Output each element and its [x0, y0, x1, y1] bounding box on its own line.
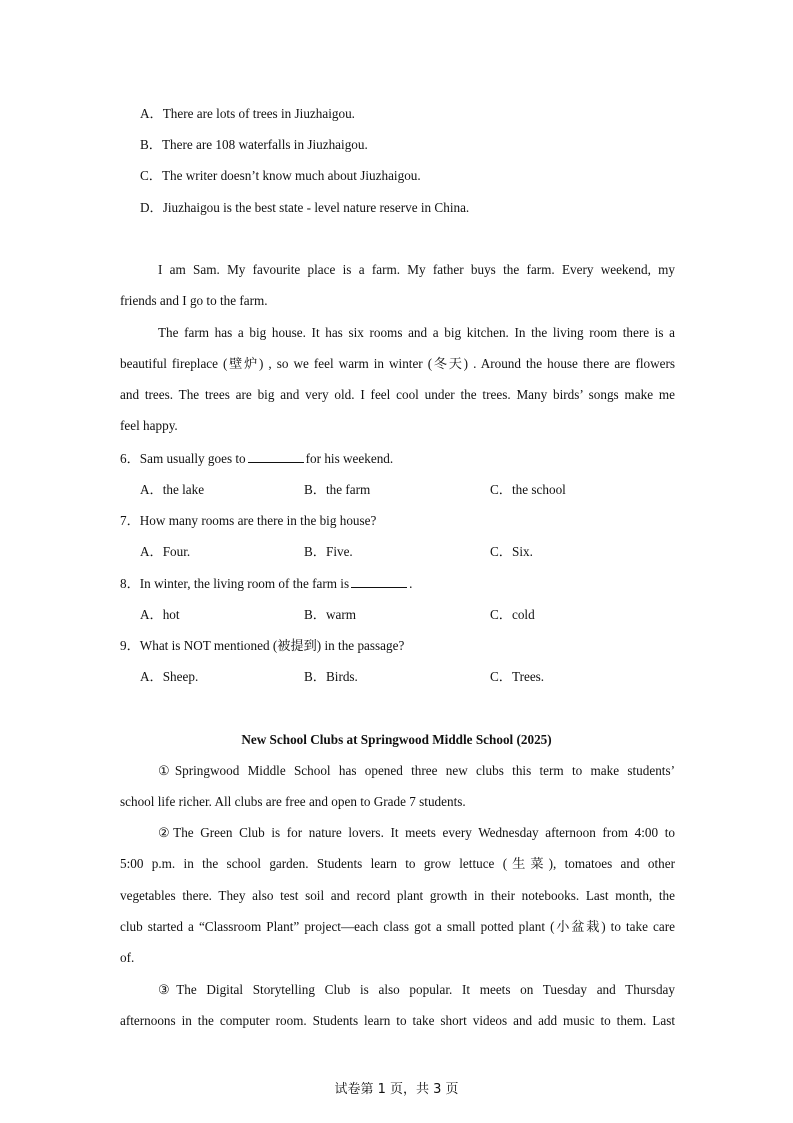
- passage3-line: ②The Green Club is for nature lovers. It meets every Wednesday afternoon from 4:00 to: [158, 825, 675, 840]
- question-9-stem: 9．What is NOT mentioned (被提到) in the passage?: [120, 638, 405, 653]
- passage2-line: beautiful fireplace (壁炉) , so we feel warm in winter (冬天) . Around the house there are flowers: [120, 356, 675, 371]
- q9-option-c: C．Trees.: [490, 669, 545, 684]
- question-6-stem: 6．Sam usually goes to for his weekend.: [120, 451, 394, 466]
- q7-option-a: A．Four.: [140, 544, 191, 559]
- passage3-line: afternoons in the computer room. Students learn to take short videos and add music to them. Last: [120, 1013, 675, 1028]
- passage3-title: New School Clubs at Springwood Middle School (2025): [241, 732, 552, 747]
- passage3-line: school life richer. All clubs are free and open to Grade 7 students.: [120, 794, 466, 809]
- q8-option-a: A．hot: [140, 607, 180, 622]
- q7-option-c: C．Six.: [490, 544, 533, 559]
- q8-option-b: B．warm: [304, 607, 357, 622]
- question-7-stem: 7．How many rooms are there in the big house?: [120, 513, 377, 528]
- passage3-line: vegetables there. They also test soil and record plant growth in their notebooks. Last month, the: [120, 888, 675, 903]
- q6-option-c: C．the school: [490, 482, 566, 497]
- q9-option-b: B．Birds.: [304, 669, 358, 684]
- question-8-stem: 8．In winter, the living room of the farm is .: [120, 576, 413, 591]
- q6-option-b: B．the farm: [304, 482, 371, 497]
- passage3-line: of.: [120, 950, 135, 965]
- q5-option-d: D．Jiuzhaigou is the best state - level nature reserve in China.: [140, 200, 470, 215]
- passage2-line: feel happy.: [120, 418, 178, 433]
- q8-option-c: C．cold: [490, 607, 535, 622]
- passage2-line: and trees. The trees are big and very old. I feel cool under the trees. Many birds’ songs make me: [120, 387, 675, 402]
- q5-option-b: B．There are 108 waterfalls in Jiuzhaigou.: [140, 137, 368, 152]
- q9-option-a: A．Sheep.: [140, 669, 199, 684]
- page-footer: 试卷第 1 页，共 3 页: [334, 1082, 459, 1097]
- passage3-line: club started a “Classroom Plant” project—each class got a small potted plant (小盆栽) to take care: [120, 919, 675, 934]
- q5-option-c: C．The writer doesn’t know much about Jiuzhaigou.: [140, 168, 421, 183]
- answer-blank: [351, 575, 407, 588]
- passage3-line: 5:00 p.m. in the school garden. Students learn to grow lettuce (生菜), tomatoes and other: [120, 856, 675, 871]
- passage2-line: friends and I go to the farm.: [120, 293, 268, 308]
- passage3-line: ①Springwood Middle School has opened three new clubs this term to make students’: [158, 763, 675, 778]
- passage2-line: The farm has a big house. It has six rooms and a big kitchen. In the living room there is a: [158, 325, 675, 340]
- q6-option-a: A．the lake: [140, 482, 205, 497]
- passage2-line: I am Sam. My favourite place is a farm. My father buys the farm. Every weekend, my: [158, 262, 675, 277]
- passage3-line: ③The Digital Storytelling Club is also popular. It meets on Tuesday and Thursday: [158, 982, 675, 997]
- answer-blank: [248, 450, 304, 463]
- q7-option-b: B．Five.: [304, 544, 353, 559]
- q5-option-a: A．There are lots of trees in Jiuzhaigou.: [140, 106, 355, 121]
